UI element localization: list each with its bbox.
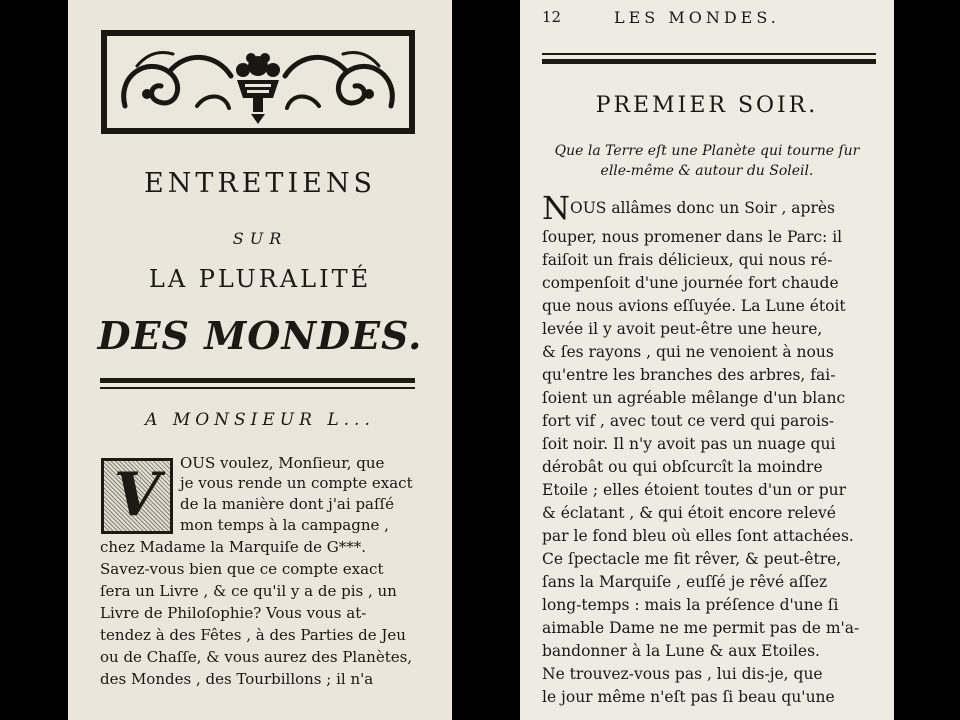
body-line: Etoile ; elles étoient toutes d'un or pur bbox=[542, 481, 847, 499]
body-line: fort vif , avec tout ce verd qui parois- bbox=[542, 412, 835, 430]
chapter-subtitle-line2: elle-même & autour du Soleil. bbox=[600, 163, 814, 179]
running-head: LES MONDES. bbox=[614, 8, 780, 27]
body-line: des Mondes , des Tourbillons ; il n'a bbox=[100, 670, 374, 688]
book-title-line2: SUR bbox=[232, 229, 288, 248]
body-line: le jour même n'eſt pas ſi beau qu'une bbox=[542, 688, 835, 706]
title-rule-thin bbox=[100, 387, 415, 389]
body-line: chez Madame la Marquiſe de G***. bbox=[100, 538, 367, 556]
body-line: ſoient un agréable mêlange d'un blanc bbox=[542, 389, 846, 407]
body-line: tendez à des Fêtes , à des Parties de Jeu bbox=[100, 626, 406, 644]
body-line: qu'entre les branches des arbres, fai- bbox=[542, 366, 836, 384]
title-rule-thick bbox=[100, 378, 415, 383]
dedication-heading: A MONSIEUR L... bbox=[145, 410, 375, 430]
body-line: faiſoit un frais délicieux, qui nous ré- bbox=[542, 251, 833, 269]
page-number: 12 bbox=[542, 8, 562, 26]
body-line: ſoit noir. Il n'y avoit pas un nuage qui bbox=[542, 435, 836, 453]
body-line: ou de Chaſſe, & vous aurez des Planètes, bbox=[100, 648, 413, 666]
floral-scroll-icon bbox=[107, 36, 409, 128]
headpiece-ornament bbox=[101, 30, 415, 134]
chapter-title: PREMIER SOIR. bbox=[595, 93, 819, 118]
body-line: que nous avions eſſuyée. La Lune étoit bbox=[542, 297, 846, 315]
body-line: OUS voulez, Monſieur, que bbox=[180, 454, 385, 472]
body-line: OUS allâmes donc un Soir , après bbox=[570, 199, 835, 217]
left-page bbox=[68, 0, 452, 720]
body-line: de la manière dont j'ai paſſé bbox=[180, 495, 394, 513]
body-line: & ſes rayons , qui ne venoient à nous bbox=[542, 343, 834, 361]
body-line: bandonner à la Lune & aux Etoiles. bbox=[542, 642, 820, 660]
book-title-line4: DES MONDES. bbox=[97, 313, 423, 358]
body-line: levée il y avoit peut-être une heure, bbox=[542, 320, 823, 338]
body-line: ſans la Marquiſe , euſſé je rêvé aſſez bbox=[542, 573, 828, 591]
body-line: long-temps : mais la préſence d'une ſi bbox=[542, 596, 839, 614]
drop-cap-letter: V bbox=[113, 460, 161, 530]
body-line: dérobât ou qui obſcurcît la moindre bbox=[542, 458, 823, 476]
right-page bbox=[520, 0, 894, 720]
header-rule-thin bbox=[542, 53, 876, 55]
body-line: je vous rende un compte exact bbox=[180, 474, 413, 492]
body-line: Livre de Philoſophie? Vous vous at- bbox=[100, 604, 367, 622]
body-line: & éclatant , & qui étoit encore relevé bbox=[542, 504, 836, 522]
chapter-subtitle-line1: Que la Terre eſt une Planète qui tourne ſur bbox=[554, 143, 860, 159]
body-line: Ce ſpectacle me fit rêver, & peut-être, bbox=[542, 550, 842, 568]
body-line: mon temps à la campagne , bbox=[180, 516, 389, 534]
drop-cap-frame bbox=[101, 458, 173, 534]
book-title-line1: ENTRETIENS bbox=[144, 168, 376, 199]
book-title-line3: LA PLURALITÉ bbox=[148, 265, 372, 293]
drop-cap-letter: N bbox=[542, 189, 570, 227]
body-line: ſouper, nous promener dans le Parc: il bbox=[542, 228, 843, 246]
header-rule-thick bbox=[542, 59, 876, 64]
body-line: par le fond bleu où elles ſont attachées. bbox=[542, 527, 854, 545]
body-line: compenſoit d'une journée fort chaude bbox=[542, 274, 839, 292]
body-line: aimable Dame ne me permit pas de m'a- bbox=[542, 619, 860, 637]
body-line: Savez-vous bien que ce compte exact bbox=[100, 560, 384, 578]
body-line: Ne trouvez-vous pas , lui dis-je, que bbox=[542, 665, 823, 683]
body-line: ſera un Livre , & ce qu'il y a de pis , un bbox=[100, 582, 397, 600]
